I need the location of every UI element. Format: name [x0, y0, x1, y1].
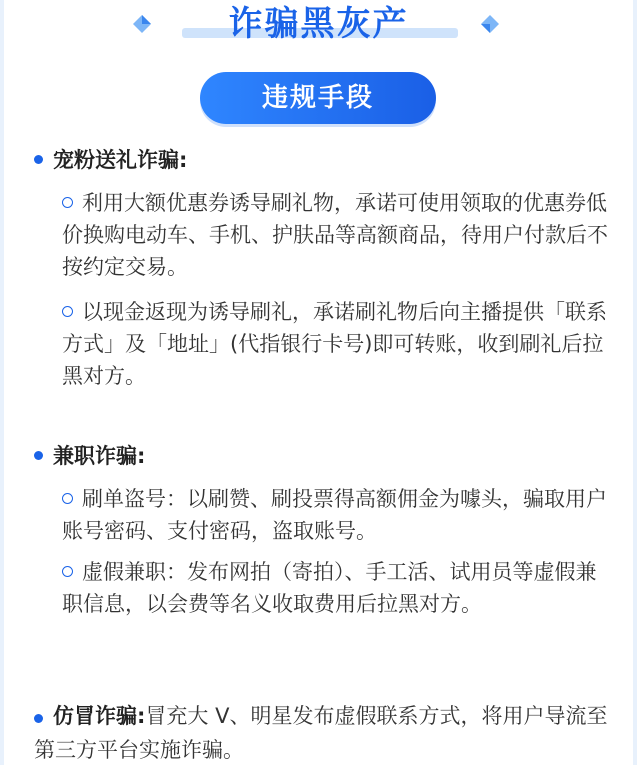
circle-bullet-icon: [62, 566, 73, 577]
section-body-text: 冒充大 V、明星发布虚假联系方式，将用户导流至第三方平台实施诈骗。: [34, 704, 608, 762]
section-heading-text: 兼职诈骗:: [53, 444, 146, 468]
section-badge: [200, 72, 436, 124]
section-badge-label: 违规手段: [261, 83, 374, 113]
circle-bullet-icon: [62, 306, 73, 317]
list-item: [62, 296, 610, 392]
list-item: [62, 556, 610, 620]
dot-bullet-icon: [34, 451, 43, 460]
section-heading-text: 宠粉送礼诈骗:: [53, 148, 188, 172]
diamond-icon: [480, 14, 500, 34]
section-heading: [34, 440, 145, 470]
list-item-text: 刷单盗号：以刷赞、刷投票得高额佣金为噱头，骗取用户账号密码、支付密码，盗取账号。: [62, 487, 607, 543]
section-paragraph: [34, 699, 614, 767]
list-item-text: 虚假兼职：发布网拍（寄拍）、手工活、试用员等虚假兼职信息，以会费等名义收取费用后拉黑对方。: [62, 560, 597, 616]
circle-bullet-icon: [62, 493, 73, 504]
circle-bullet-icon: [62, 197, 73, 208]
list-item-text: 以现金返现为诱导刷礼，承诺刷礼物后向主播提供「联系方式」及「地址」(代指银行卡号)即可转账，收到刷礼后拉黑对方。: [62, 300, 607, 388]
title-row: [0, 0, 637, 46]
dot-bullet-icon: [34, 714, 43, 723]
list-item-text: 利用大额优惠券诱导刷礼物，承诺可使用领取的优惠券低价换购电动车、手机、护肤品等高额商品，待用户付款后不按约定交易。: [62, 191, 608, 279]
section-heading-text: 仿冒诈骗:: [53, 704, 146, 728]
dot-bullet-icon: [34, 155, 43, 164]
list-item: [62, 187, 610, 283]
section-heading: [34, 144, 187, 174]
list-item: [62, 483, 610, 547]
page-title: 诈骗黑灰产: [228, 4, 409, 44]
